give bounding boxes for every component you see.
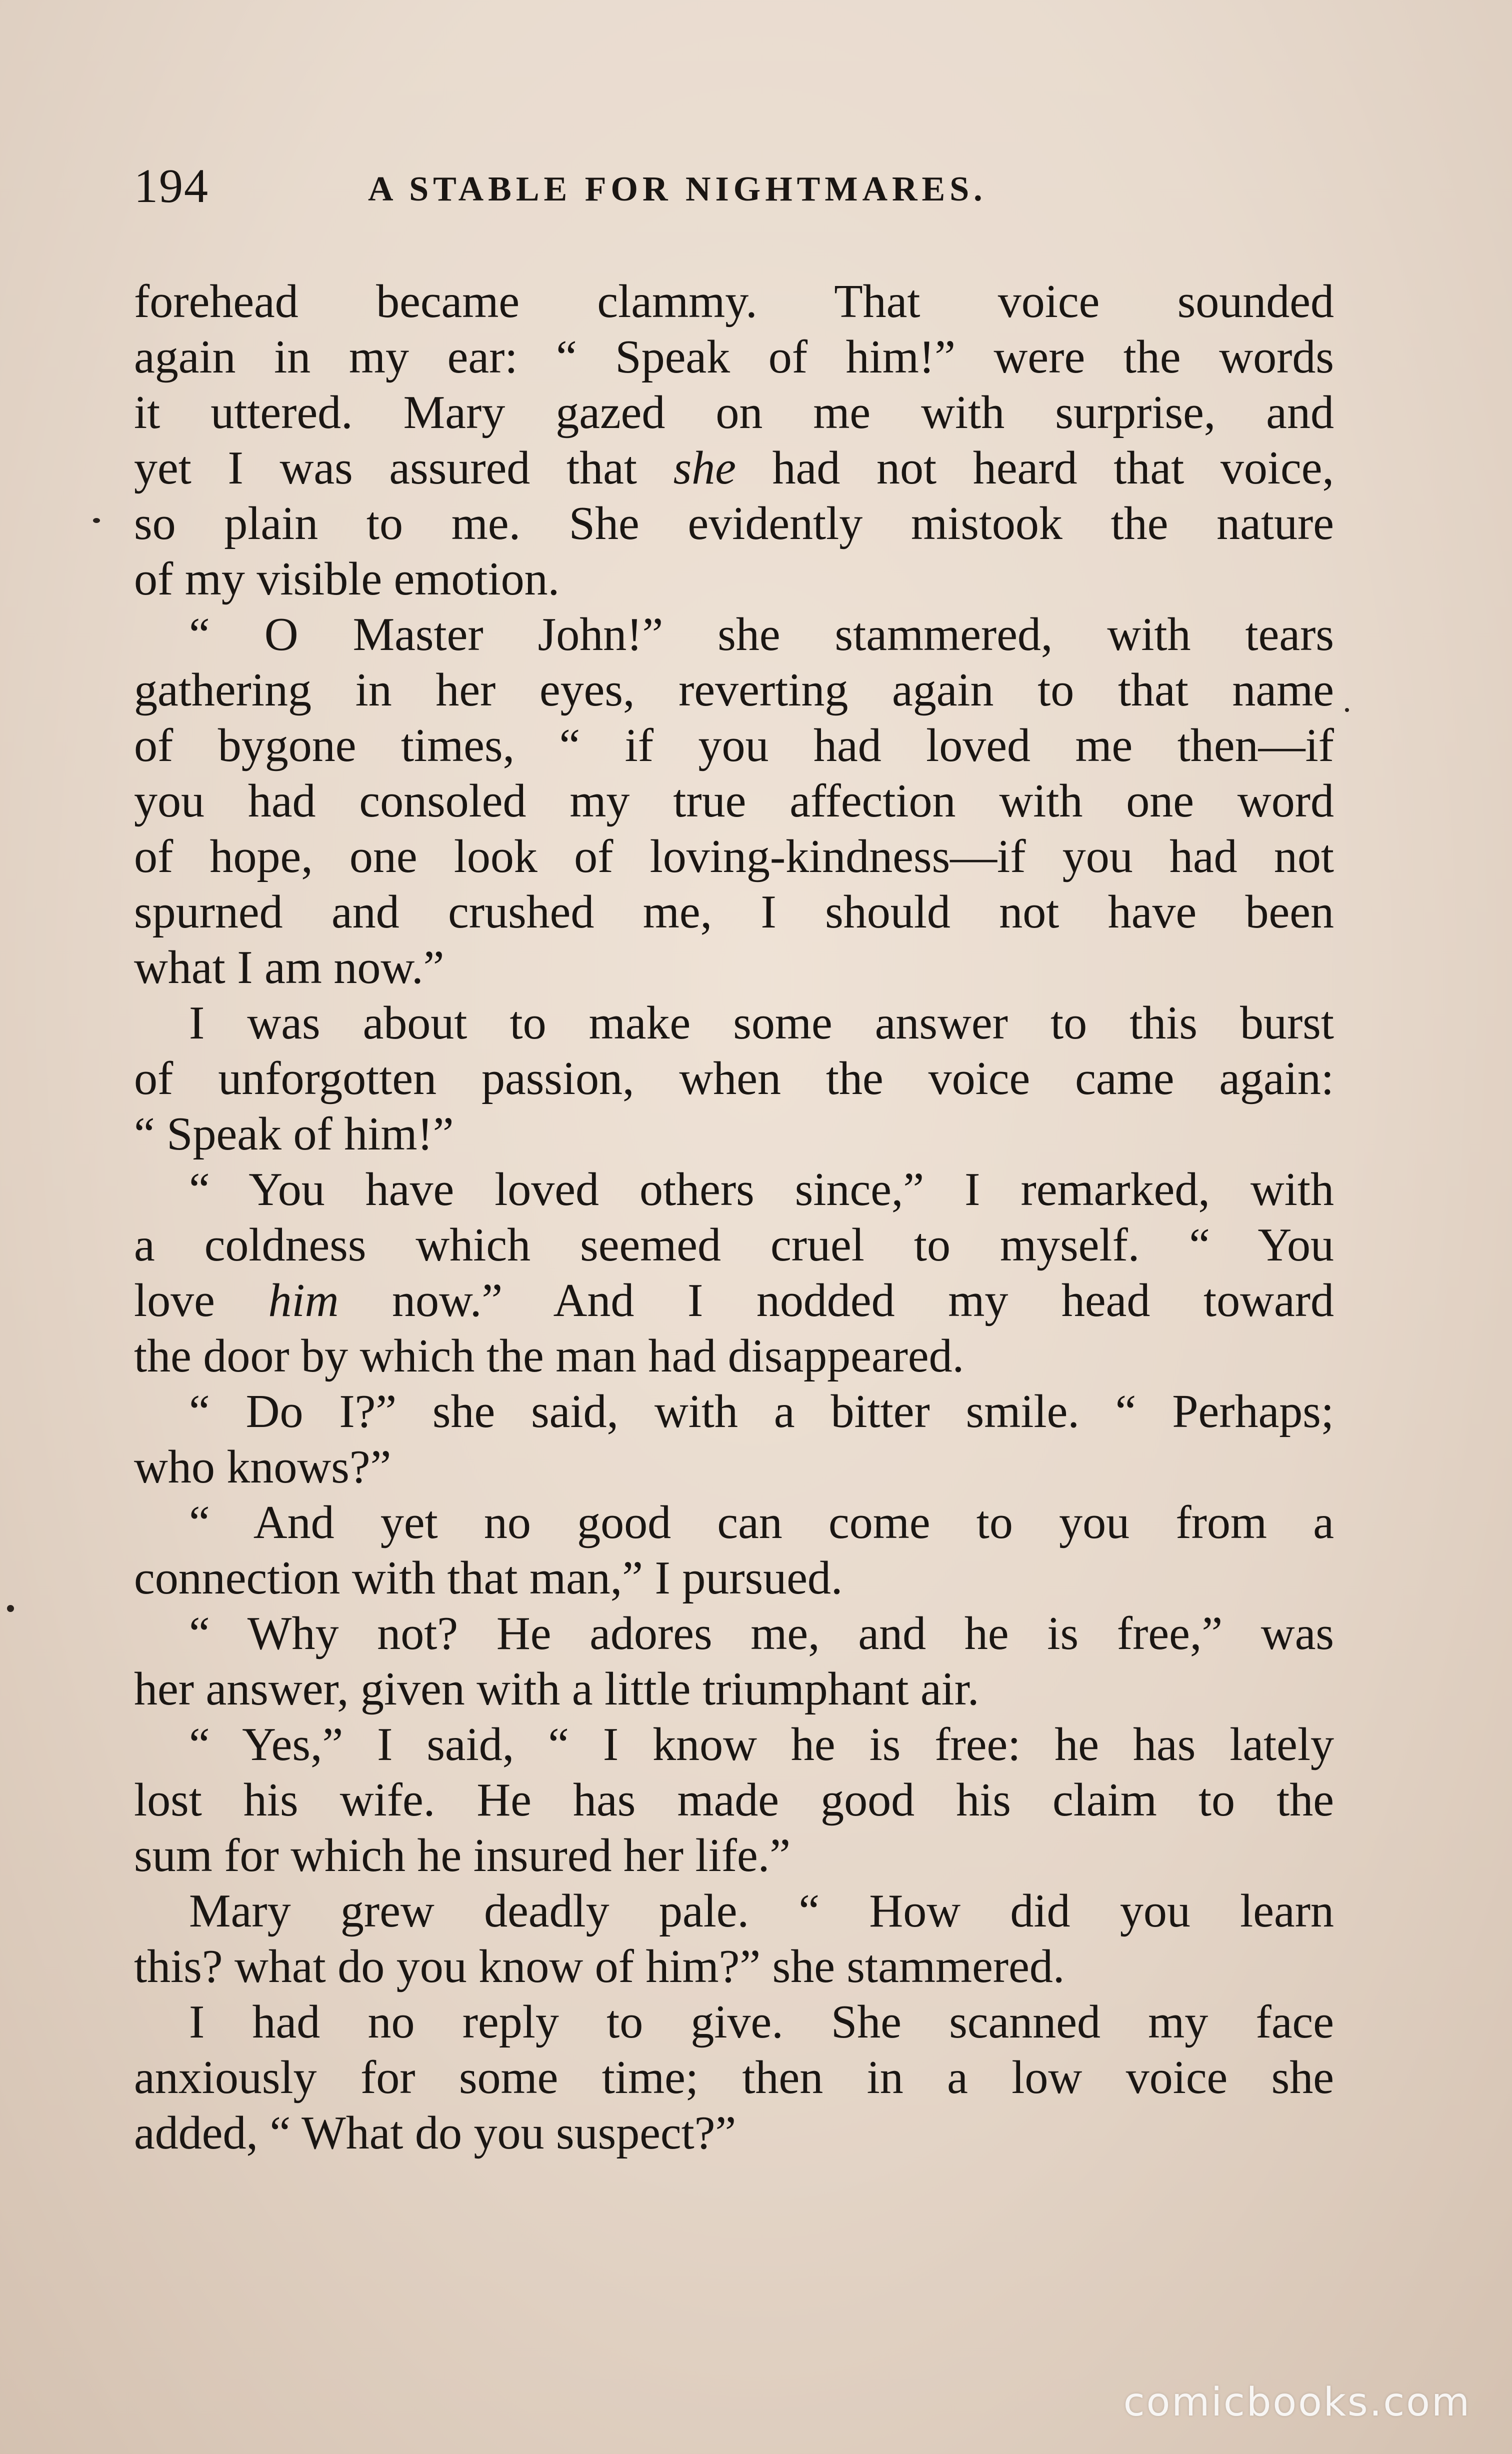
text-line: added, “ What do you suspect?” (134, 2107, 736, 2159)
text-line: her answer, given with a little triumphant air. (134, 1663, 980, 1715)
text-line: “ Do I?” she said, with a bitter smile. “ Perhaps; (189, 1386, 1334, 1438)
ink-speck (1345, 708, 1349, 712)
text-line: again in my ear: “ Speak of him!” were the words (134, 331, 1334, 383)
running-head (134, 161, 1334, 211)
text-line: anxiously for some time; then in a low voice she (134, 2052, 1334, 2104)
text-line: so plain to me. She evidently mistook the nature (134, 498, 1334, 550)
text-line: a coldness which seemed cruel to myself. “ You (134, 1219, 1334, 1271)
text-line (134, 440, 1334, 496)
text-segment: yet I was assured that (134, 442, 674, 494)
text-line: “ Speak of him!” (134, 1108, 454, 1160)
text-line: what I am now.” (134, 942, 444, 994)
text-line: this? what do you know of him?” she stammered. (134, 1940, 1065, 1992)
text-line: of unforgotten passion, when the voice came again: (134, 1052, 1334, 1104)
text-line: who knows?” (134, 1441, 392, 1493)
italic-emphasis: she (673, 442, 736, 494)
ink-speck (93, 518, 100, 523)
text-line: “ O Master John!” she stammered, with tears (189, 608, 1334, 660)
body-text (134, 274, 1334, 2161)
text-line: Mary grew deadly pale. “ How did you learn (189, 1885, 1334, 1937)
text-line: connection with that man,” I pursued. (134, 1552, 843, 1604)
text-line: forehead became clammy. That voice sounded (134, 276, 1334, 328)
running-title: A STABLE FOR NIGHTMARES. (368, 170, 987, 208)
text-line: gathering in her eyes, reverting again to that name (134, 664, 1334, 716)
text-line: “ You have loved others since,” I remarked, with (189, 1164, 1334, 1216)
text-line: sum for which he insured her life.” (134, 1830, 790, 1882)
text-line: I had no reply to give. She scanned my face (189, 1996, 1334, 2048)
text-line: of my visible emotion. (134, 553, 560, 605)
watermark: comicbooks.com (1123, 2380, 1471, 2425)
ink-speck (7, 1605, 14, 1612)
page-number: 194 (134, 159, 209, 212)
italic-emphasis: him (268, 1274, 339, 1326)
text-line: “ And yet no good can come to you from a (189, 1496, 1334, 1548)
text-line: “ Why not? He adores me, and he is free,” was (189, 1608, 1334, 1660)
text-line: of bygone times, “ if you had loved me then—if (134, 720, 1334, 772)
text-segment: now.” And I nodded my head toward (338, 1274, 1334, 1326)
text-line: it uttered. Mary gazed on me with surprise, and (134, 386, 1334, 438)
text-line: spurned and crushed me, I should not have been (134, 886, 1334, 938)
text-line: lost his wife. He has made good his claim to the (134, 1774, 1334, 1826)
text-line: “ Yes,” I said, “ I know he is free: he has lately (189, 1718, 1334, 1770)
text-line (134, 1273, 1334, 1328)
text-line: you had consoled my true affection with one word (134, 775, 1334, 827)
text-line: the door by which the man had disappeared. (134, 1330, 964, 1382)
text-line: I was about to make some answer to this burst (189, 997, 1334, 1049)
text-line: of hope, one look of loving-kindness—if you had not (134, 830, 1334, 882)
text-segment: had not heard that voice, (736, 442, 1334, 494)
text-segment: love (134, 1274, 268, 1326)
